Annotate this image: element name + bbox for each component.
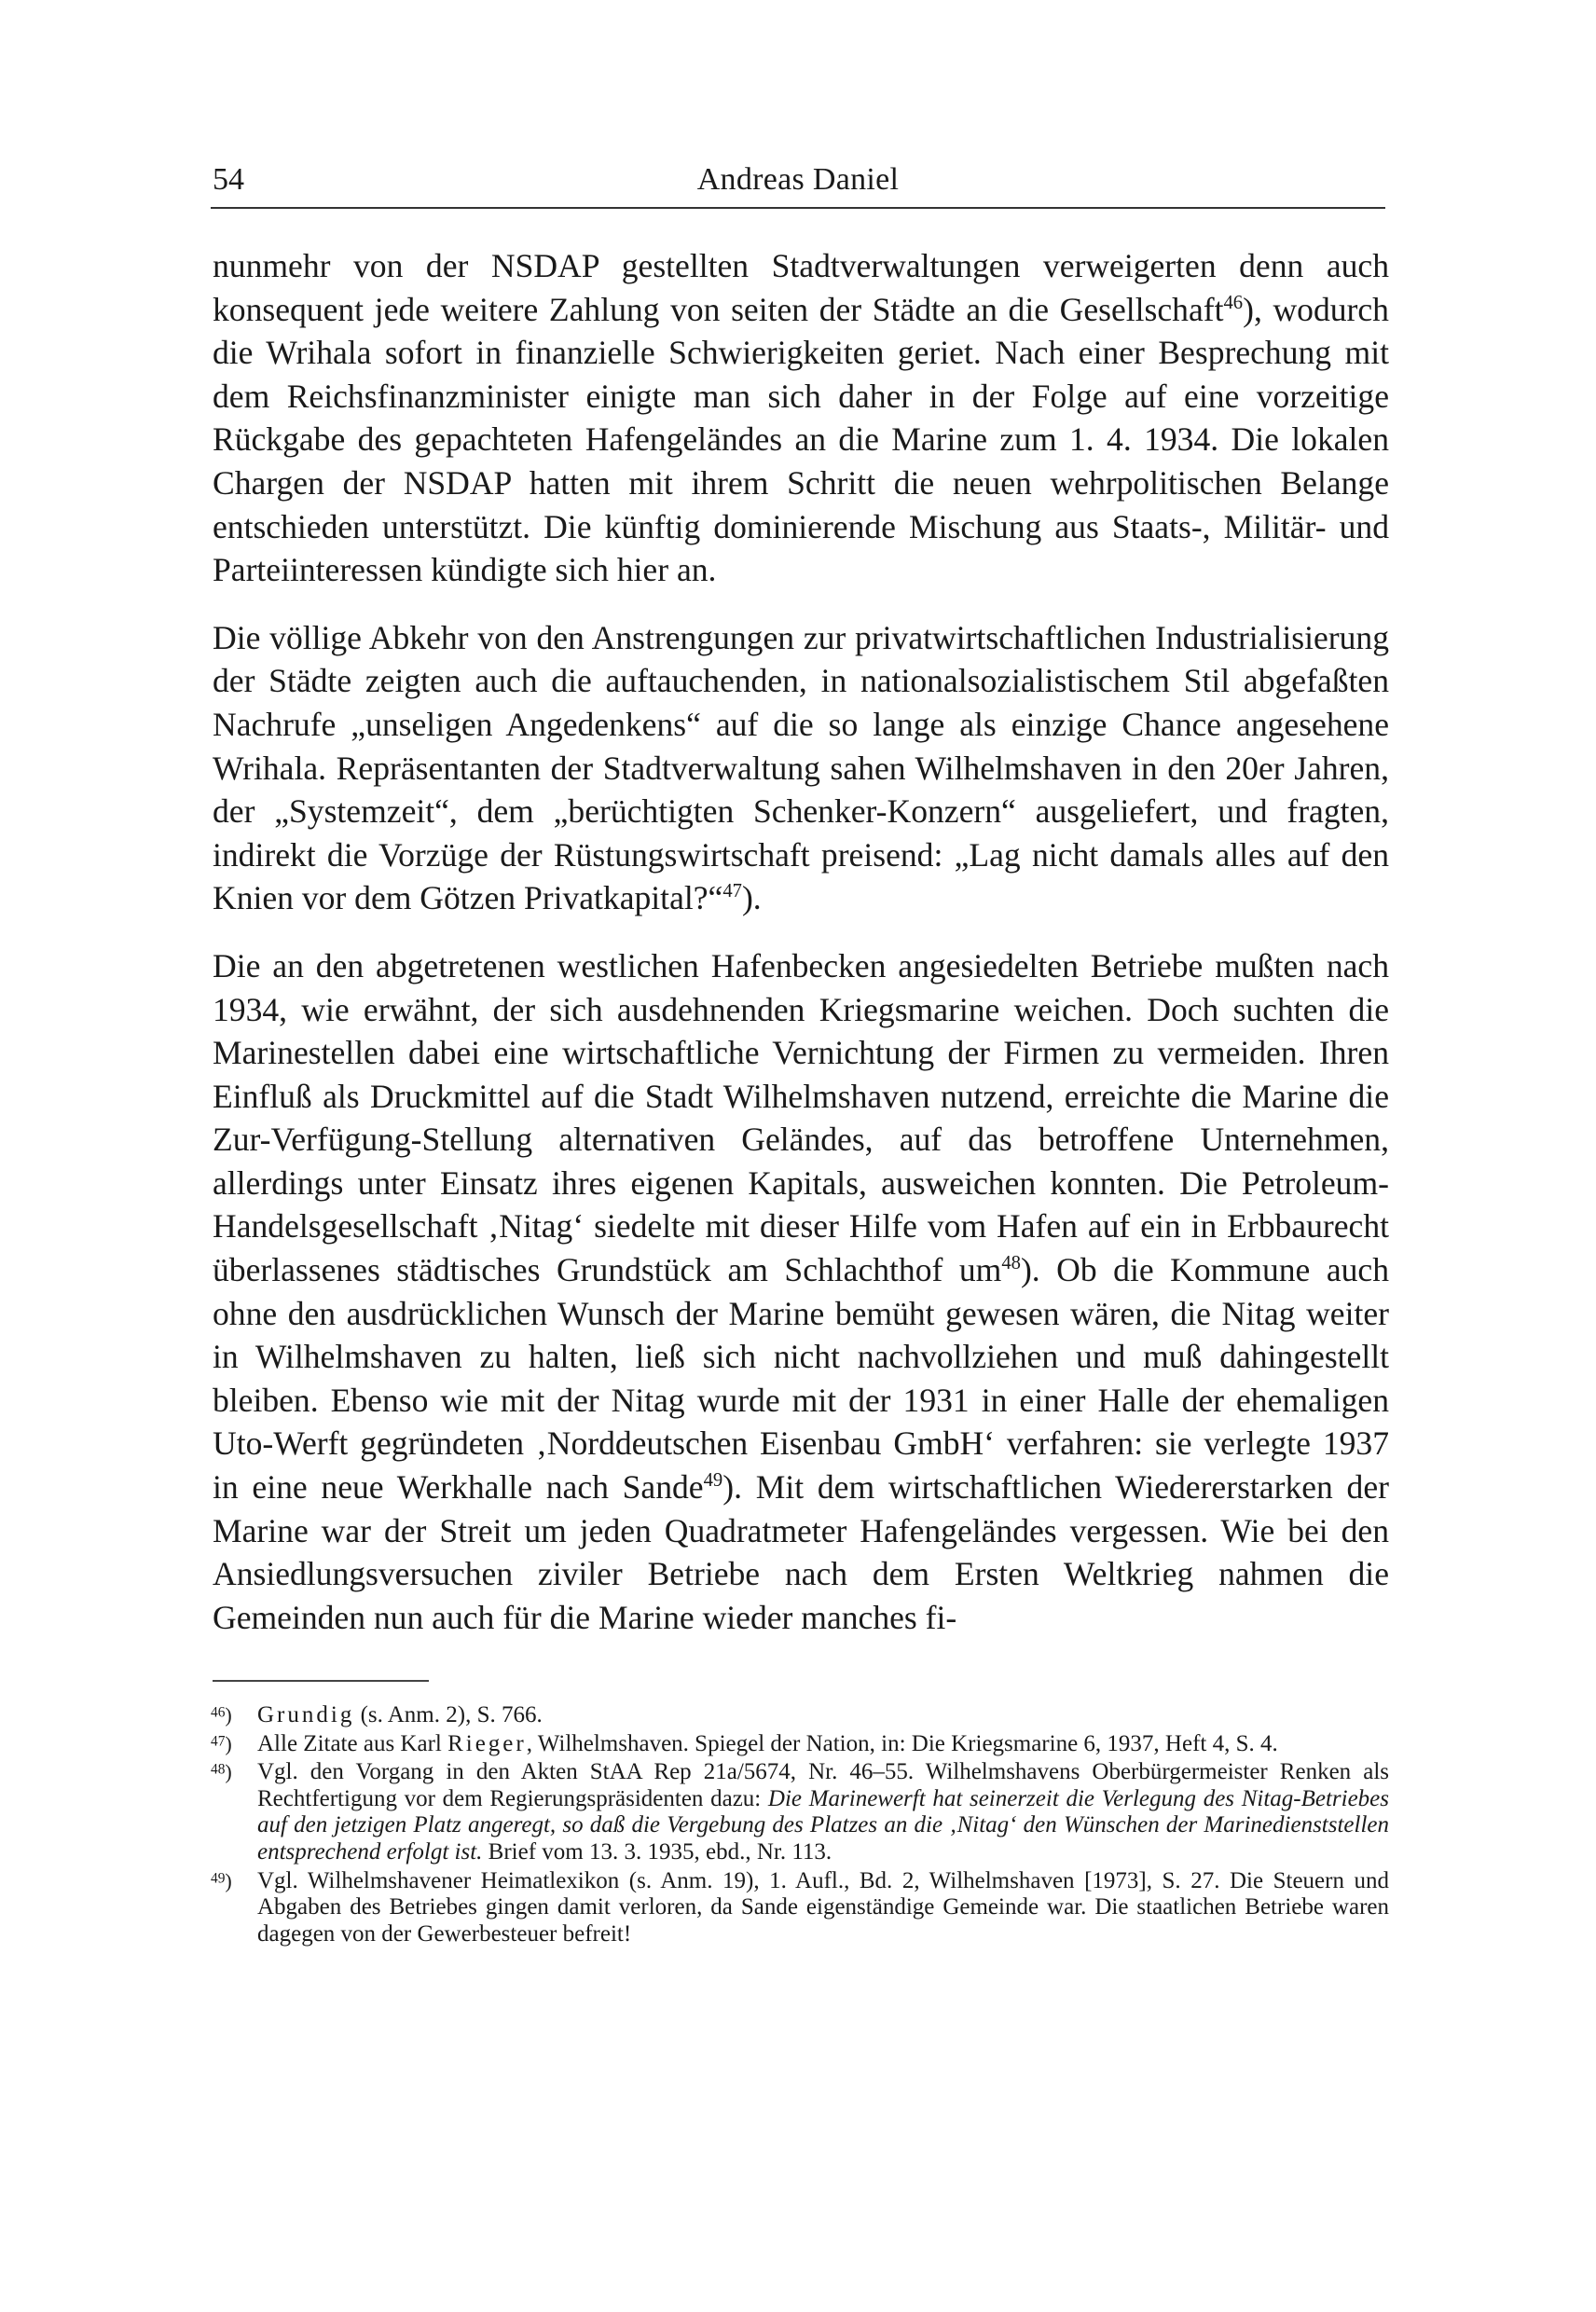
paragraph-text: ). Ob die Kommune auch ohne den ausdrücklichen Wunsch der Marine bemüht gewesen wären, die Nitag weiter in Wilhelmshaven zu halten, ließ sich nicht nachvollziehen und muß dahingestellt bleiben. Ebenso wie mit der Nitag wurde mit der 1931 in einer Halle der ehemaligen Uto-Werft gegründeten ‚Norddeutschen Eisenbau GmbH‘ verfahren: sie verlegte 1937 in eine neue Werkhalle nach Sande <box>213 1251 1389 1507</box>
footnote-text: Vgl. Wilhelmshavener Heimatlexikon (s. Anm. 19), 1. Aufl., Bd. 2, Wilhelmshaven [1973], S. 27. Die Steuern und Abgaben des Betriebes gingen damit verloren, da Sande eigenständige Gemeinde war. Die staatlichen Betriebe waren dagegen von der Gewerbesteuer befreit! <box>257 1867 1389 1947</box>
running-head <box>211 158 1385 209</box>
paragraph-text: ), wodurch die Wrihala sofort in finanzielle Schwierigkeiten geriet. Nach einer Besprechung mit dem Reichsfinanzminister einigte man sich daher in der Folge auf eine vorzeitige Rückgabe des gepachteten Hafengeländes an die Marine zum 1. 4. 1934. Die lokalen Chargen der NSDAP hatten mit ihrem Schritt die neuen wehrpolitischen Belange entschieden unterstützt. Die künftig dominierende Mischung aus Staats-, Militär- und Parteiinteressen kündigte sich hier an. <box>213 290 1389 589</box>
footnote-text: Grundig (s. Anm. 2), S. 766. <box>257 1702 543 1727</box>
footnote-49 <box>211 1868 1389 1948</box>
footnotes <box>211 1702 1389 1949</box>
footnote-mark: $^{48}$) <box>211 1760 232 1784</box>
footnote-46 <box>211 1702 1389 1729</box>
footnote-text: Vgl. den Vorgang in den Akten StAA Rep 21a/5674, Nr. 46–55. Wilhelmshavens Oberbürgermeister Renken als Rechtfertigung vor dem Regierungspräsidenten dazu: Die Marinewerft hat seinerzeit die Verlegung des Nitag-Betriebes auf den jetzigen Platz angeregt, so daß die Vergebung des Platzes an die ‚Nitag‘ den Wünschen der Marinedienststellen entsprechend erfolgt ist. Brief vom 13. 3. 1935, ebd., Nr. 113. <box>257 1759 1389 1865</box>
body-text <box>213 244 1389 1663</box>
paragraph-text: ). <box>741 879 762 917</box>
footnote-48 <box>211 1759 1389 1865</box>
running-title: Andreas Daniel <box>696 162 900 197</box>
paragraph-1 <box>213 244 1389 592</box>
footnote-ref[interactable]: 48 <box>1001 1253 1021 1274</box>
footnote-text: Alle Zitate aus Karl Rieger, Wilhelmshaven. Spiegel der Nation, in: Die Kriegsmarine 6, 1937, Heft 4, S. 4. <box>257 1730 1278 1756</box>
footnote-ref[interactable]: 47 <box>722 881 742 902</box>
footnote-ref[interactable]: 46 <box>1223 292 1244 313</box>
paragraph-2 <box>213 616 1389 920</box>
footnote-quote: Die Marinewerft hat seinerzeit die Verlegung des Nitag-Betriebes auf den jetzigen Platz angeregt, so daß die Vergebung des Platzes an die ‚Nitag‘ den Wünschen der Marinedienststellen entsprechend erfolgt ist. <box>257 1785 1389 1865</box>
footnote-author: Rieger <box>447 1730 527 1756</box>
paragraph-text: Die an den abgetretenen westlichen Hafenbecken angesiedelten Betriebe mußten nach 1934, wie erwähnt, der sich ausdehnenden Kriegsmarine weichen. Doch suchten die Marinestellen dabei eine wirtschaftliche Vernichtung der Firmen zu vermeiden. Ihren Einfluß als Druckmittel auf die Stadt Wilhelmshaven nutzend, erreichte die Marine die Zur-Verfügung-Stellung alternativen Geländes, auf das betroffene Unternehmen, allerdings unter Einsatz ihres eigenen Kapitals, ausweichen konnten. Die Petroleum-Handelsgesellschaft ‚Nitag‘ siedelte mit dieser Hilfe vom Hafen auf ein in Erbbaurecht überlassenes städtisches Grundstück am Schlachthof um <box>213 946 1389 1289</box>
paragraph-text: ). Mit dem wirtschaftlichen Wiedererstarken der Marine war der Streit um jeden Quadratmeter Hafengeländes vergessen. Wie bei den Ansiedlungsversuchen ziviler Betriebe nach dem Ersten Weltkrieg nahmen die Gemeinden nun auch für die Marine wieder manches fi- <box>213 1468 1389 1636</box>
page-number: 54 <box>213 162 244 197</box>
paragraph-3 <box>213 944 1389 1640</box>
footnote-mark: $^{46}$) <box>211 1703 232 1727</box>
footnote-mark: $^{47}$) <box>211 1731 232 1755</box>
footnote-ref[interactable]: 49 <box>703 1470 723 1492</box>
paragraph-text: nunmehr von der NSDAP gestellten Stadtverwaltungen verweigerten denn auch konsequent jede weitere Zahlung von seiten der Städte an die Gesellschaft <box>213 247 1389 328</box>
footnote-mark: $^{49}$) <box>211 1868 232 1892</box>
footnote-divider <box>213 1680 429 1682</box>
paragraph-text: Die völlige Abkehr von den Anstrengungen zur privatwirtschaftlichen Industrialisierung der Städte zeigten auch die auftauchenden, in nationalsozialistischem Stil abgefaßten Nachrufe „unseligen Angedenkens“ auf die so lange als einzige Chance angesehene Wrihala. Repräsentanten der Stadtverwaltung sahen Wilhelmshaven in den 20er Jahren, der „Systemzeit“, dem „berüchtigten Schenker-Konzern“ ausgeliefert, und fragten, indirekt die Vorzüge der Rüstungswirtschaft preisend: „Lag nicht damals alles auf den Knien vor dem Götzen Privatkapital?“ <box>213 618 1389 917</box>
footnote-author: Grundig <box>257 1702 355 1727</box>
footnote-47 <box>211 1731 1389 1758</box>
